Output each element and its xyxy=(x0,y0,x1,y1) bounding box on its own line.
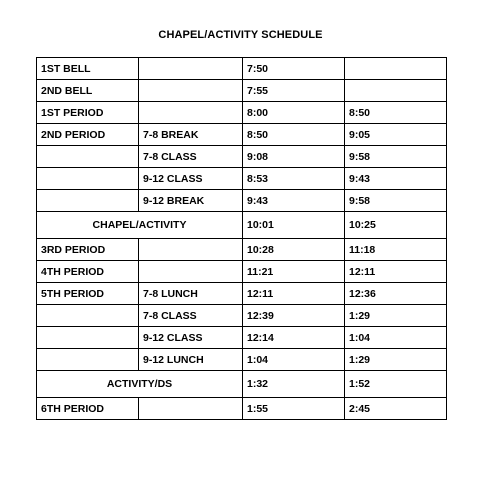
period-cell xyxy=(37,305,139,327)
table-row xyxy=(37,146,447,168)
table-row xyxy=(37,239,447,261)
page-title: CHAPEL/ACTIVITY SCHEDULE xyxy=(158,29,323,41)
merged-activity-cell: CHAPEL/ACTIVITY xyxy=(37,212,243,239)
end-time-cell: 12:11 xyxy=(345,261,447,283)
end-time-cell: 9:58 xyxy=(345,190,447,212)
period-cell xyxy=(37,168,139,190)
period-cell: 3RD PERIOD xyxy=(37,239,139,261)
end-time-cell: 9:05 xyxy=(345,124,447,146)
end-time-cell: 10:25 xyxy=(345,212,447,239)
start-time-cell: 7:55 xyxy=(243,80,345,102)
table-row xyxy=(37,124,447,146)
start-time-cell: 1:32 xyxy=(243,371,345,398)
start-time-cell: 9:08 xyxy=(243,146,345,168)
end-time-cell: 9:43 xyxy=(345,168,447,190)
table-row xyxy=(37,58,447,80)
group-cell: 7-8 LUNCH xyxy=(139,283,243,305)
table-row xyxy=(37,261,447,283)
period-cell: 4TH PERIOD xyxy=(37,261,139,283)
group-cell xyxy=(139,261,243,283)
end-time-cell: 11:18 xyxy=(345,239,447,261)
period-cell: 2ND BELL xyxy=(37,80,139,102)
group-cell: 9-12 CLASS xyxy=(139,327,243,349)
end-time-cell xyxy=(345,80,447,102)
start-time-cell: 12:39 xyxy=(243,305,345,327)
period-cell xyxy=(37,327,139,349)
start-time-cell: 11:21 xyxy=(243,261,345,283)
table-row-merged xyxy=(37,212,447,239)
group-cell xyxy=(139,80,243,102)
start-time-cell: 8:53 xyxy=(243,168,345,190)
group-cell: 7-8 BREAK xyxy=(139,124,243,146)
end-time-cell: 1:04 xyxy=(345,327,447,349)
end-time-cell: 1:29 xyxy=(345,305,447,327)
start-time-cell: 1:55 xyxy=(243,398,345,420)
merged-activity-cell: ACTIVITY/DS xyxy=(37,371,243,398)
period-cell: 2ND PERIOD xyxy=(37,124,139,146)
start-time-cell: 10:01 xyxy=(243,212,345,239)
group-cell xyxy=(139,239,243,261)
table-row xyxy=(37,305,447,327)
group-cell: 7-8 CLASS xyxy=(139,305,243,327)
table-row xyxy=(37,398,447,420)
group-cell xyxy=(139,58,243,80)
table-row xyxy=(37,190,447,212)
end-time-cell: 12:36 xyxy=(345,283,447,305)
group-cell: 9-12 LUNCH xyxy=(139,349,243,371)
period-cell xyxy=(37,349,139,371)
end-time-cell: 2:45 xyxy=(345,398,447,420)
table-row xyxy=(37,80,447,102)
group-cell xyxy=(139,102,243,124)
table-row xyxy=(37,349,447,371)
period-cell xyxy=(37,146,139,168)
period-cell: 1ST BELL xyxy=(37,58,139,80)
table-row xyxy=(37,102,447,124)
group-cell xyxy=(139,398,243,420)
start-time-cell: 12:14 xyxy=(243,327,345,349)
table-row xyxy=(37,327,447,349)
start-time-cell: 7:50 xyxy=(243,58,345,80)
group-cell: 7-8 CLASS xyxy=(139,146,243,168)
start-time-cell: 12:11 xyxy=(243,283,345,305)
table-row xyxy=(37,283,447,305)
end-time-cell: 8:50 xyxy=(345,102,447,124)
table-row xyxy=(37,168,447,190)
period-cell xyxy=(37,190,139,212)
start-time-cell: 1:04 xyxy=(243,349,345,371)
period-cell: 5TH PERIOD xyxy=(37,283,139,305)
table-row-merged xyxy=(37,371,447,398)
end-time-cell: 1:52 xyxy=(345,371,447,398)
end-time-cell: 9:58 xyxy=(345,146,447,168)
group-cell: 9-12 CLASS xyxy=(139,168,243,190)
start-time-cell: 8:50 xyxy=(243,124,345,146)
schedule-table xyxy=(36,57,447,420)
period-cell: 6TH PERIOD xyxy=(37,398,139,420)
start-time-cell: 8:00 xyxy=(243,102,345,124)
end-time-cell: 1:29 xyxy=(345,349,447,371)
period-cell: 1ST PERIOD xyxy=(37,102,139,124)
group-cell: 9-12 BREAK xyxy=(139,190,243,212)
start-time-cell: 9:43 xyxy=(243,190,345,212)
start-time-cell: 10:28 xyxy=(243,239,345,261)
end-time-cell xyxy=(345,58,447,80)
